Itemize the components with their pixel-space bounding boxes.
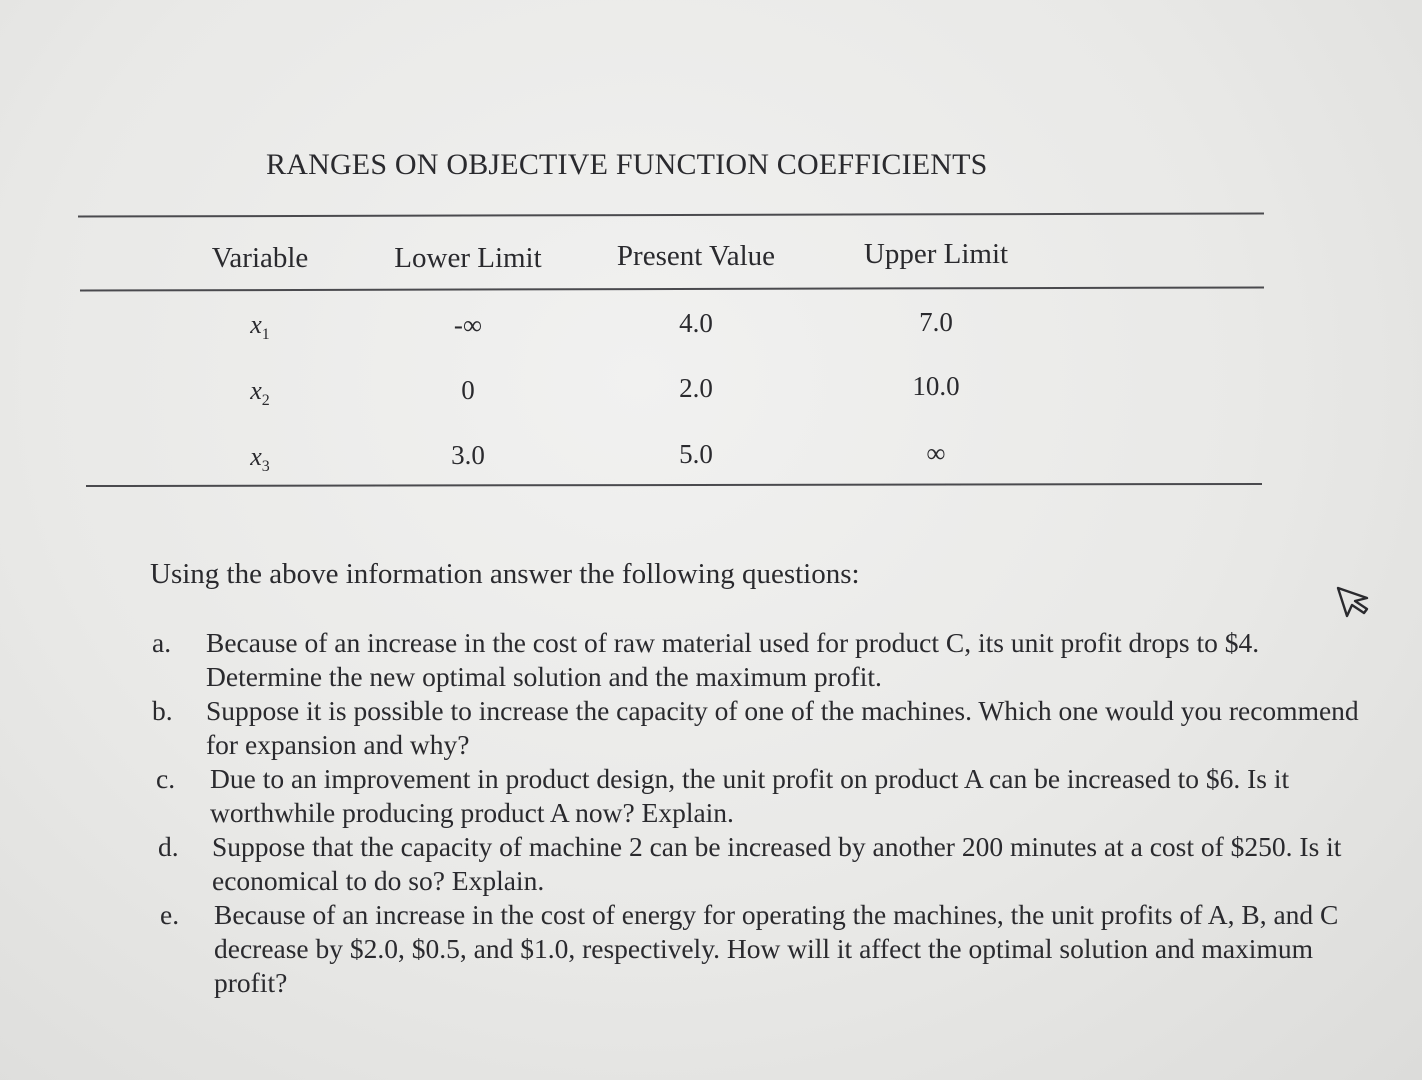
instructions-text: Using the above information answer the following questions: xyxy=(150,558,860,590)
table-row-3-variable: $x_3$ xyxy=(250,442,270,476)
table-row-2-present: 2.0 xyxy=(679,373,713,403)
question-c xyxy=(156,762,1376,830)
question-text: Because of an increase in the cost of energy for operating the machines, the unit profits of A, B, and C decrease by $2.0, $0.5, and $1.0, respectively. How will it affect the optimal solution and maximum profit? xyxy=(214,899,1339,998)
table-row-1-variable: $x_1$ xyxy=(250,310,270,344)
table-row-1-present: 4.0 xyxy=(679,308,713,338)
column-header-upper-limit: Upper Limit xyxy=(863,238,1009,270)
question-letter: c. xyxy=(156,763,176,794)
question-d xyxy=(158,830,1378,898)
column-header-present-value: Present Value xyxy=(616,240,776,272)
question-text: Suppose that the capacity of machine 2 can be increased by another 200 minutes at a cost of $250. Is it economical to do so? Explain. xyxy=(212,831,1342,896)
question-text: Because of an increase in the cost of raw material used for product C, its unit profit drops to $4. Determine the new optimal solution and the maximum profit. xyxy=(206,627,1260,692)
table-row-1-lower: -∞ xyxy=(453,310,483,340)
mouse-pointer-icon xyxy=(1334,582,1374,622)
table-top-rule xyxy=(78,212,1264,217)
question-b xyxy=(152,694,1372,762)
table-bottom-rule xyxy=(86,483,1262,487)
column-header-variable: Variable xyxy=(211,242,309,274)
table-row-1-upper: 7.0 xyxy=(919,307,953,337)
column-header-lower-limit: Lower Limit xyxy=(394,242,542,274)
question-letter: e. xyxy=(160,899,180,930)
table-row-2-lower: 0 xyxy=(461,375,475,405)
table-row-3-upper: ∞ xyxy=(926,438,946,468)
question-e xyxy=(160,898,1380,1000)
table-row-3-lower: 3.0 xyxy=(451,440,485,470)
question-text: Due to an improvement in product design, the unit profit on product A can be increased to $6. Is it worthwhile producing product A now? Explain. xyxy=(210,763,1290,828)
table-title: RANGES ON OBJECTIVE FUNCTION COEFFICIENTS xyxy=(266,148,988,181)
question-letter: d. xyxy=(158,831,179,862)
question-letter: b. xyxy=(152,695,173,726)
table-row-2-variable: $x_2$ xyxy=(250,376,270,410)
table-row-2-upper: 10.0 xyxy=(912,371,960,401)
table-header-rule xyxy=(80,286,1264,291)
question-text: Suppose it is possible to increase the capacity of one of the machines. Which one would you recommend for expansion and why? xyxy=(206,695,1359,760)
question-a xyxy=(152,626,1372,694)
table-row-3-present: 5.0 xyxy=(679,439,713,469)
question-letter: a. xyxy=(152,627,172,658)
